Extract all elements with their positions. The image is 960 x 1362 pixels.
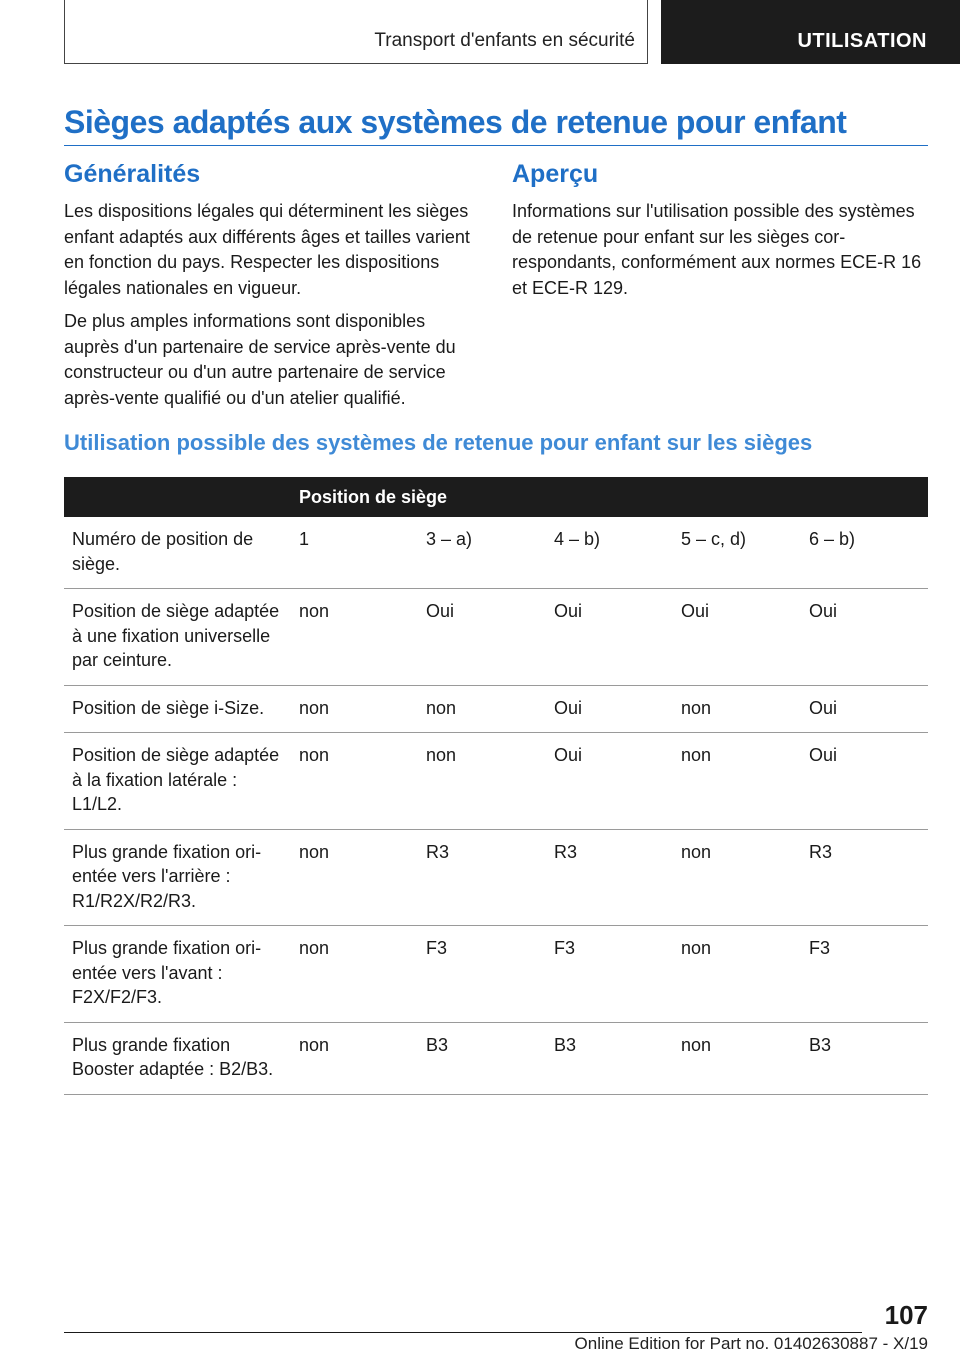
table-row bbox=[64, 517, 928, 589]
section-heading: Utilisation possible des systèmes de retenue pour enfant sur les sièges bbox=[64, 430, 813, 455]
generalites-section bbox=[64, 160, 482, 419]
table-header-row bbox=[64, 477, 928, 517]
table-cell: non bbox=[673, 1022, 801, 1094]
table-cell: non bbox=[673, 926, 801, 1023]
row-label-cell: Position de siège adaptée à une fixation universelle par ceinture. bbox=[64, 589, 291, 686]
table-cell: 3 – a) bbox=[418, 517, 546, 589]
table-cell: non bbox=[291, 589, 418, 686]
table-cell: Oui bbox=[801, 733, 928, 830]
row-label-cell: Plus grande fixation orientée vers l'avant : F2X/F2/F3. bbox=[64, 926, 291, 1023]
table-cell: B3 bbox=[418, 1022, 546, 1094]
generalites-paragraph: De plus amples informations sont disponibles auprès d'un partenaire de service après-vente du constructeur ou d'un autre partenaire de service après-vente qualifié ou d'un atelier qualifié. bbox=[64, 311, 456, 408]
row-label-cell: Position de siège adaptée à la fixation latérale : L1/L2. bbox=[64, 733, 291, 830]
table-cell: F3 bbox=[801, 926, 928, 1023]
table-row bbox=[64, 829, 928, 926]
row-label-cell: Plus grande fixation Booster adaptée : B2/B3. bbox=[64, 1022, 291, 1094]
header-section-label: Transport d'enfants en sécurité bbox=[374, 30, 635, 51]
table-header-empty bbox=[64, 477, 291, 517]
generalites-paragraph: Les dispositions légales qui déterminent les sièges enfant adaptés aux différents âges et tailles varient en fonction du pays. Respecter les dispositions légales nationales en vigueur. bbox=[64, 201, 470, 298]
table-cell: non bbox=[291, 1022, 418, 1094]
table-cell: F3 bbox=[546, 926, 673, 1023]
generalites-heading: Généralités bbox=[64, 160, 201, 188]
table-cell: Oui bbox=[673, 589, 801, 686]
table-cell: B3 bbox=[546, 1022, 673, 1094]
edition-info: Online Edition for Part no. 01402630887 - X/19 bbox=[574, 1334, 928, 1353]
apercu-heading: Aperçu bbox=[512, 160, 599, 188]
table-cell: 6 – b) bbox=[801, 517, 928, 589]
seat-position-table bbox=[64, 477, 928, 1095]
header-chapter-label: UTILISATION bbox=[797, 30, 927, 52]
header-section-tab bbox=[64, 0, 648, 64]
footer-divider bbox=[64, 1332, 862, 1333]
table-cell: non bbox=[673, 685, 801, 733]
row-label-cell: Numéro de position de siège. bbox=[64, 517, 291, 589]
table-cell: non bbox=[673, 829, 801, 926]
table-cell: Oui bbox=[801, 685, 928, 733]
table-cell: Oui bbox=[546, 589, 673, 686]
table-cell: Oui bbox=[801, 589, 928, 686]
apercu-paragraph: Informations sur l'utilisation possible des systèmes de retenue pour enfant sur les sièges correspondants, conformément aux normes ECE-R 16 et ECE-R 129. bbox=[512, 201, 922, 298]
table-body bbox=[64, 517, 928, 1094]
header-chapter-tab bbox=[661, 0, 960, 64]
row-label-cell: Plus grande fixation orientée vers l'arrière : R1/R2X/R2/R3. bbox=[64, 829, 291, 926]
table-cell: F3 bbox=[418, 926, 546, 1023]
apercu-section bbox=[512, 160, 928, 309]
table-cell: R3 bbox=[801, 829, 928, 926]
table-cell: non bbox=[291, 685, 418, 733]
table-cell: B3 bbox=[801, 1022, 928, 1094]
page-title: Sièges adaptés aux systèmes de retenue pour enfant bbox=[64, 104, 847, 140]
table-cell: non bbox=[418, 733, 546, 830]
table-row bbox=[64, 733, 928, 830]
table-cell: non bbox=[291, 829, 418, 926]
table-cell: 1 bbox=[291, 517, 418, 589]
row-label-cell: Position de siège i-Size. bbox=[64, 685, 291, 733]
page-number: 107 bbox=[884, 1300, 928, 1330]
table-cell: non bbox=[291, 733, 418, 830]
table-cell: R3 bbox=[546, 829, 673, 926]
title-divider bbox=[64, 145, 928, 146]
table-row bbox=[64, 685, 928, 733]
table-cell: non bbox=[673, 733, 801, 830]
table-cell: Oui bbox=[546, 733, 673, 830]
table-cell: 5 – c, d) bbox=[673, 517, 801, 589]
table-row bbox=[64, 1022, 928, 1094]
table-cell: non bbox=[291, 926, 418, 1023]
table-cell: R3 bbox=[418, 829, 546, 926]
table-cell: non bbox=[418, 685, 546, 733]
table-cell: Oui bbox=[418, 589, 546, 686]
table-row bbox=[64, 926, 928, 1023]
table-cell: 4 – b) bbox=[546, 517, 673, 589]
table-cell: Oui bbox=[546, 685, 673, 733]
table-row bbox=[64, 589, 928, 686]
table-group-header: Position de siège bbox=[291, 477, 928, 517]
